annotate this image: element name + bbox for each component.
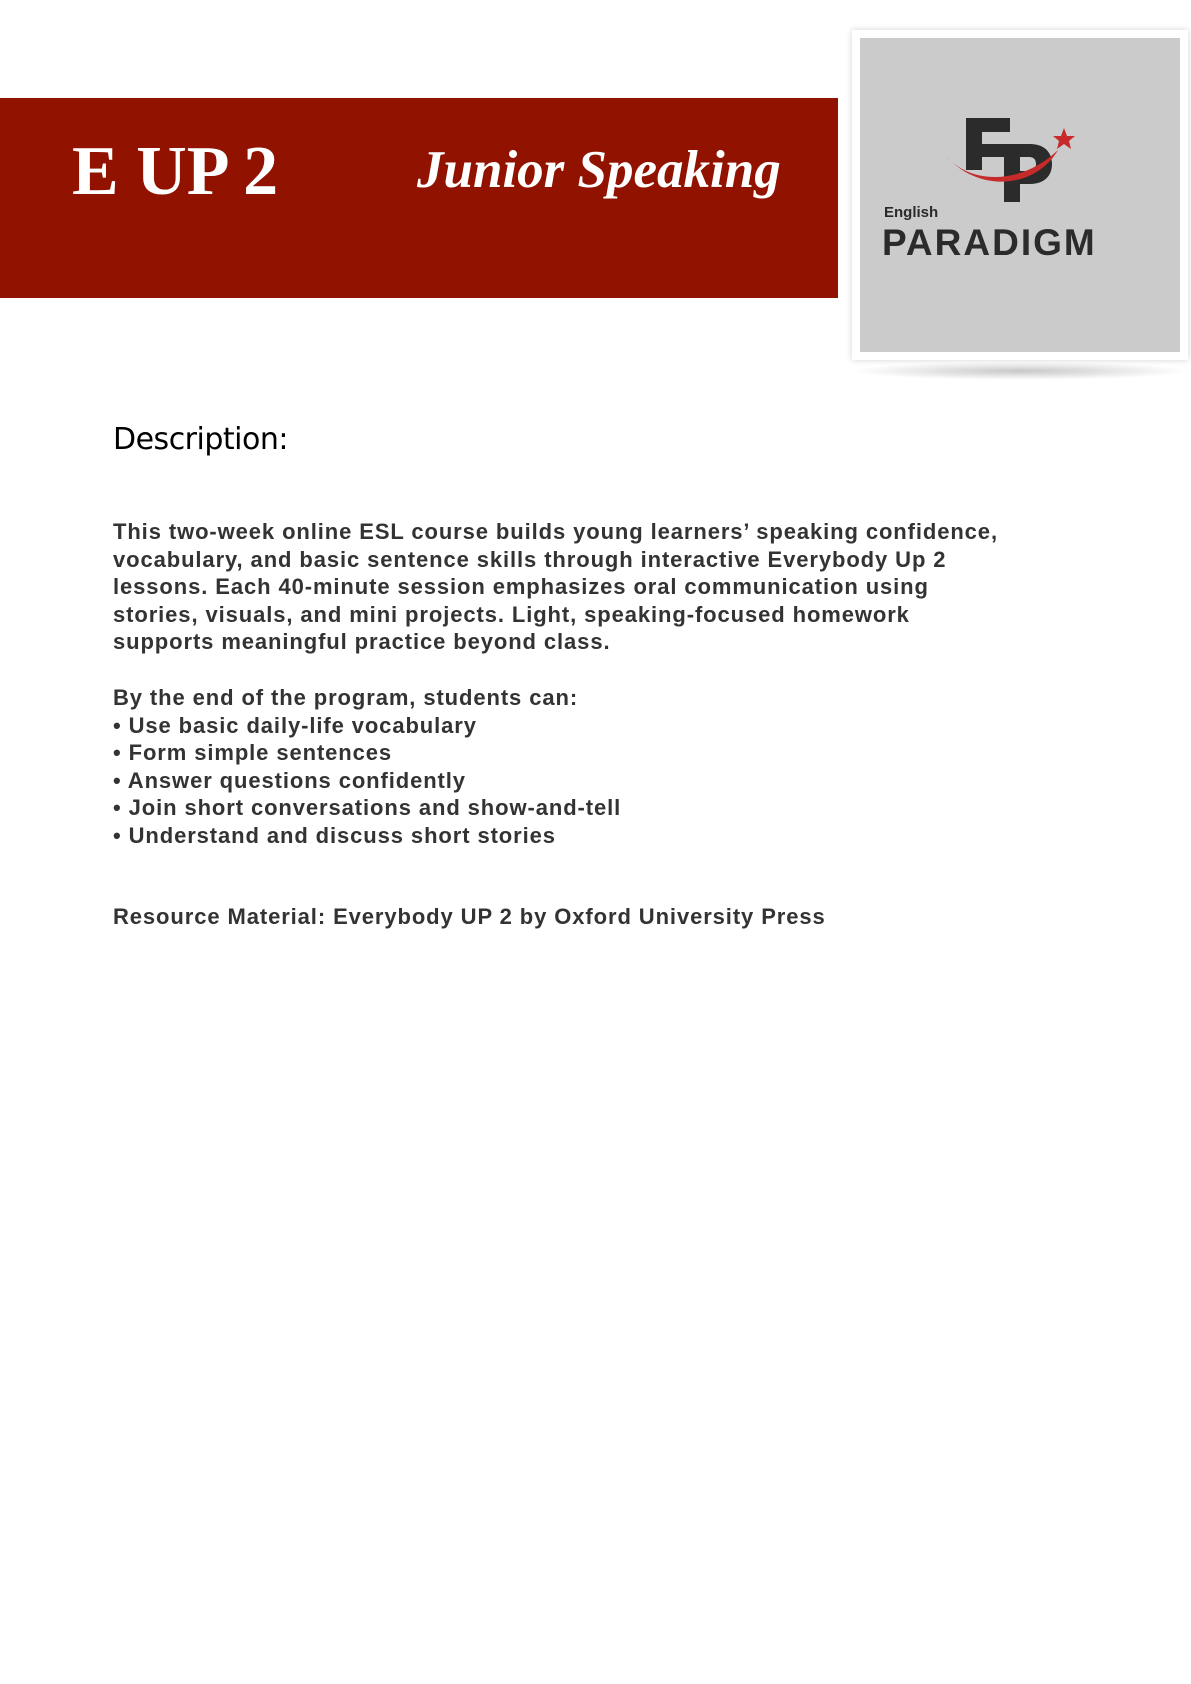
paragraph-line: vocabulary, and basic sentence skills through interactive Everybody Up 2 xyxy=(113,546,947,572)
logo-english-text: English xyxy=(884,204,939,221)
outcome-item: • Form simple sentences xyxy=(113,740,393,765)
outcome-item: • Join short conversations and show-and-tell xyxy=(113,795,622,820)
course-name: Junior Speaking xyxy=(417,141,781,199)
logo-frame xyxy=(852,30,1188,360)
logo-paradigm-text: PARADIGM xyxy=(882,222,1097,263)
description-paragraph xyxy=(113,518,1113,656)
course-code: E UP 2 xyxy=(72,133,279,210)
description-heading: Description: xyxy=(113,422,288,457)
outcomes-intro: By the end of the program, students can: xyxy=(113,685,579,710)
logo-shadow xyxy=(850,362,1190,380)
english-paradigm-logo-icon xyxy=(940,110,1080,220)
outcome-item: • Use basic daily-life vocabulary xyxy=(113,712,477,738)
outcome-item: • Answer questions confidently xyxy=(113,767,466,793)
resource-material: Resource Material: Everybody UP 2 by Oxford University Press xyxy=(113,904,826,929)
paragraph-line: supports meaningful practice beyond class. xyxy=(113,629,611,654)
paragraph-line: stories, visuals, and mini projects. Light, speaking-focused homework xyxy=(113,601,910,627)
paragraph-line: This two-week online ESL course builds young learners’ speaking confidence, xyxy=(113,519,998,544)
outcomes-list xyxy=(113,684,1113,849)
logo-box xyxy=(860,38,1180,352)
paragraph-line: lessons. Each 40-minute session emphasizes oral communication using xyxy=(113,574,929,599)
outcome-item: • Understand and discuss short stories xyxy=(113,822,556,848)
